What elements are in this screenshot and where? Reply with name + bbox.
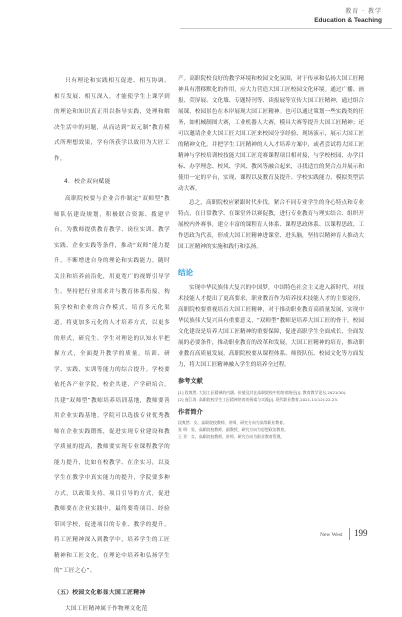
- section-name-cn: 教育 · 教学: [314, 7, 382, 16]
- paragraph: 大国工匠精神属于作物理文化范: [54, 602, 170, 617]
- author-info-list: [178, 419, 364, 440]
- section-name-en: Education & Teaching: [314, 16, 382, 25]
- section-header: [314, 7, 382, 25]
- page-number: 199: [354, 528, 368, 538]
- paragraph: 高职院校要与企业合作制定“双师型”教师队伍建设规划，积极联合资源、拨建平台，为教师提供教育教学、岗位实训、教学实践、企业实践等条件，推动“双师”能力提升，不断增进自身的理论和实践能力。随时关注和培养前沿化，用更宽广的视野引导学生。坚持把行业需求并与教育体系衔接，构筑学校和企业的合作模式，培育多元化渠道，将更加多元化的人才培养方式，以更多的形式，研究生、学生对理论的认知水平把握方式，全面提升教学的质量。培训、研学、实践、实训等能力的综合提升。学校要依托各产业学院，校企共建、产学研培合，共建“双师型”教师培养培训基地，教师要善用企业实践基地。学院可以选拔专业优秀教师在企业实践锻炼，促进实现专业建设和教学质量的提高，教师要实现专业课程教学的能力提升，比如在校教学、在企实习，以及学生在教学中真实能力的提升，学院要多种方式，以政策支持、项目引导的方式，促进教师要在企业实践中，最终要将项目、经验带回学校，促进项目的专业、教学的提升，将工匠精神深入到教学中，培养学生的工匠精神和工匠文化，在理论中培养和弘扬学生的“工匠之心”。: [54, 192, 170, 580]
- reference-item: [2] 庞江涛. 高职院校学生工匠精神培育的探索与实践[J]. 现代职业教育,2021,11(12):22-23.: [178, 396, 364, 403]
- subheading: （五）校园文化彰显大国工匠精神: [54, 586, 170, 600]
- author-item: 张 明：男，高职院校教师，副教授，研究方向为思想政治教育。: [178, 426, 364, 433]
- header-divider: [180, 28, 392, 29]
- paragraph: 只有理论和实践相互促进、相互协调、相互发展、相互深入，才能使学生上课学到的理论和知识真正用以指导实践，处理和解决生活中的问题，从而达到“双元制”教育模式所理想效果，学有所获学以致用为大匠工作。: [54, 74, 170, 167]
- section-title: 结论: [178, 267, 364, 279]
- journal-name: New West: [320, 532, 343, 538]
- author-info-title: 作者简介: [178, 408, 364, 418]
- subheading: 4．校企双向赋能: [64, 175, 170, 190]
- references-title: 参考文献: [178, 377, 364, 387]
- references-list: [178, 389, 364, 403]
- footer-divider: [349, 528, 350, 540]
- paragraph: 总之，高职院校应紧跟时代步伐，紧合不同专业学生的身心特点和专业特点，在日常教学、在课堂外以赛促教，进行专业教育与理实结合、组织开展校内外赛事，建立丰富的课程育人体系、课程思政体系、以课程思政、工作思政为代表，形成大国工匠精神进课堂、进头脑，坚持以精神育人推动大国工匠精神的实施和践行和弘扬。: [178, 198, 364, 253]
- paragraph: 实现中华民族伟大复兴的中国梦，中国特色社会主义进入新时代，对技术技能人才提出了更高要求，职业教育作为培养技术技能人才的主要途径，高职院校要重视培育大国工匠精神，对于推动职业教育高质量发展，实现中华民族伟大复兴具有重要意义，“双师型”教师是培养大国工匠的骨干，校园文化建设是培养大国工匠精神的重要保障，促进高职学生全面成长、全面发展的必要条件，推动职业教育的改革和发展，大国工匠精神的培育，推动职业教育高质量发展，高职院校要从课程体系、师资队伍、校园文化等方面发力，将大国工匠精神融入学生的培养全过程。: [178, 283, 364, 371]
- paragraph: 产。高职院校良好的教学环境和校园文化氛围，对于传承和弘扬大国工匠精神具有潜移默化的作用，应大力营造大国工匠校园文化环境。通过广播、画报、荧屏展、文化墙、专题特刊等、读报展等宣传大国工匠精神，通过组合展课，校园景色在本岸展现大国工匠精神。也可以通过策划一些实践类的任务，如机械制图大赛，工业机器人大赛，模具大赛等提升大国工匠精神；还可以邀请企业大国工匠大国工匠来校园分享经验、现场演示，展示大国工匠的精神文化，并把学生工匠精神的人入才培养方案中，或者尝试将大国工匠精神与学校培训校技能大国工匠竞赛课程项目相对接，与学校校园、办学目标、办学理念、校风、学风、教风等融合起来，寻找适宜的契合点并展示和使用一定的平台，实现、课程以及教育及提升、学校实践能力、模拟类型活动大赛。: [178, 74, 364, 195]
- author-item: 王 芳：女，高职院校教师，讲师，研究方向为职业教育管理。: [178, 433, 364, 440]
- author-item: 段爽然：女，高职院校教师，讲师，研究方向为高等职业教育。: [178, 419, 364, 426]
- left-column: [54, 74, 170, 617]
- right-column: [178, 74, 364, 440]
- reference-item: [1] 段爽然. 大国工匠精神的内涵、价值及其在高职院校中的培育路径[J]. 教育教学论坛,2021(30).: [178, 389, 364, 396]
